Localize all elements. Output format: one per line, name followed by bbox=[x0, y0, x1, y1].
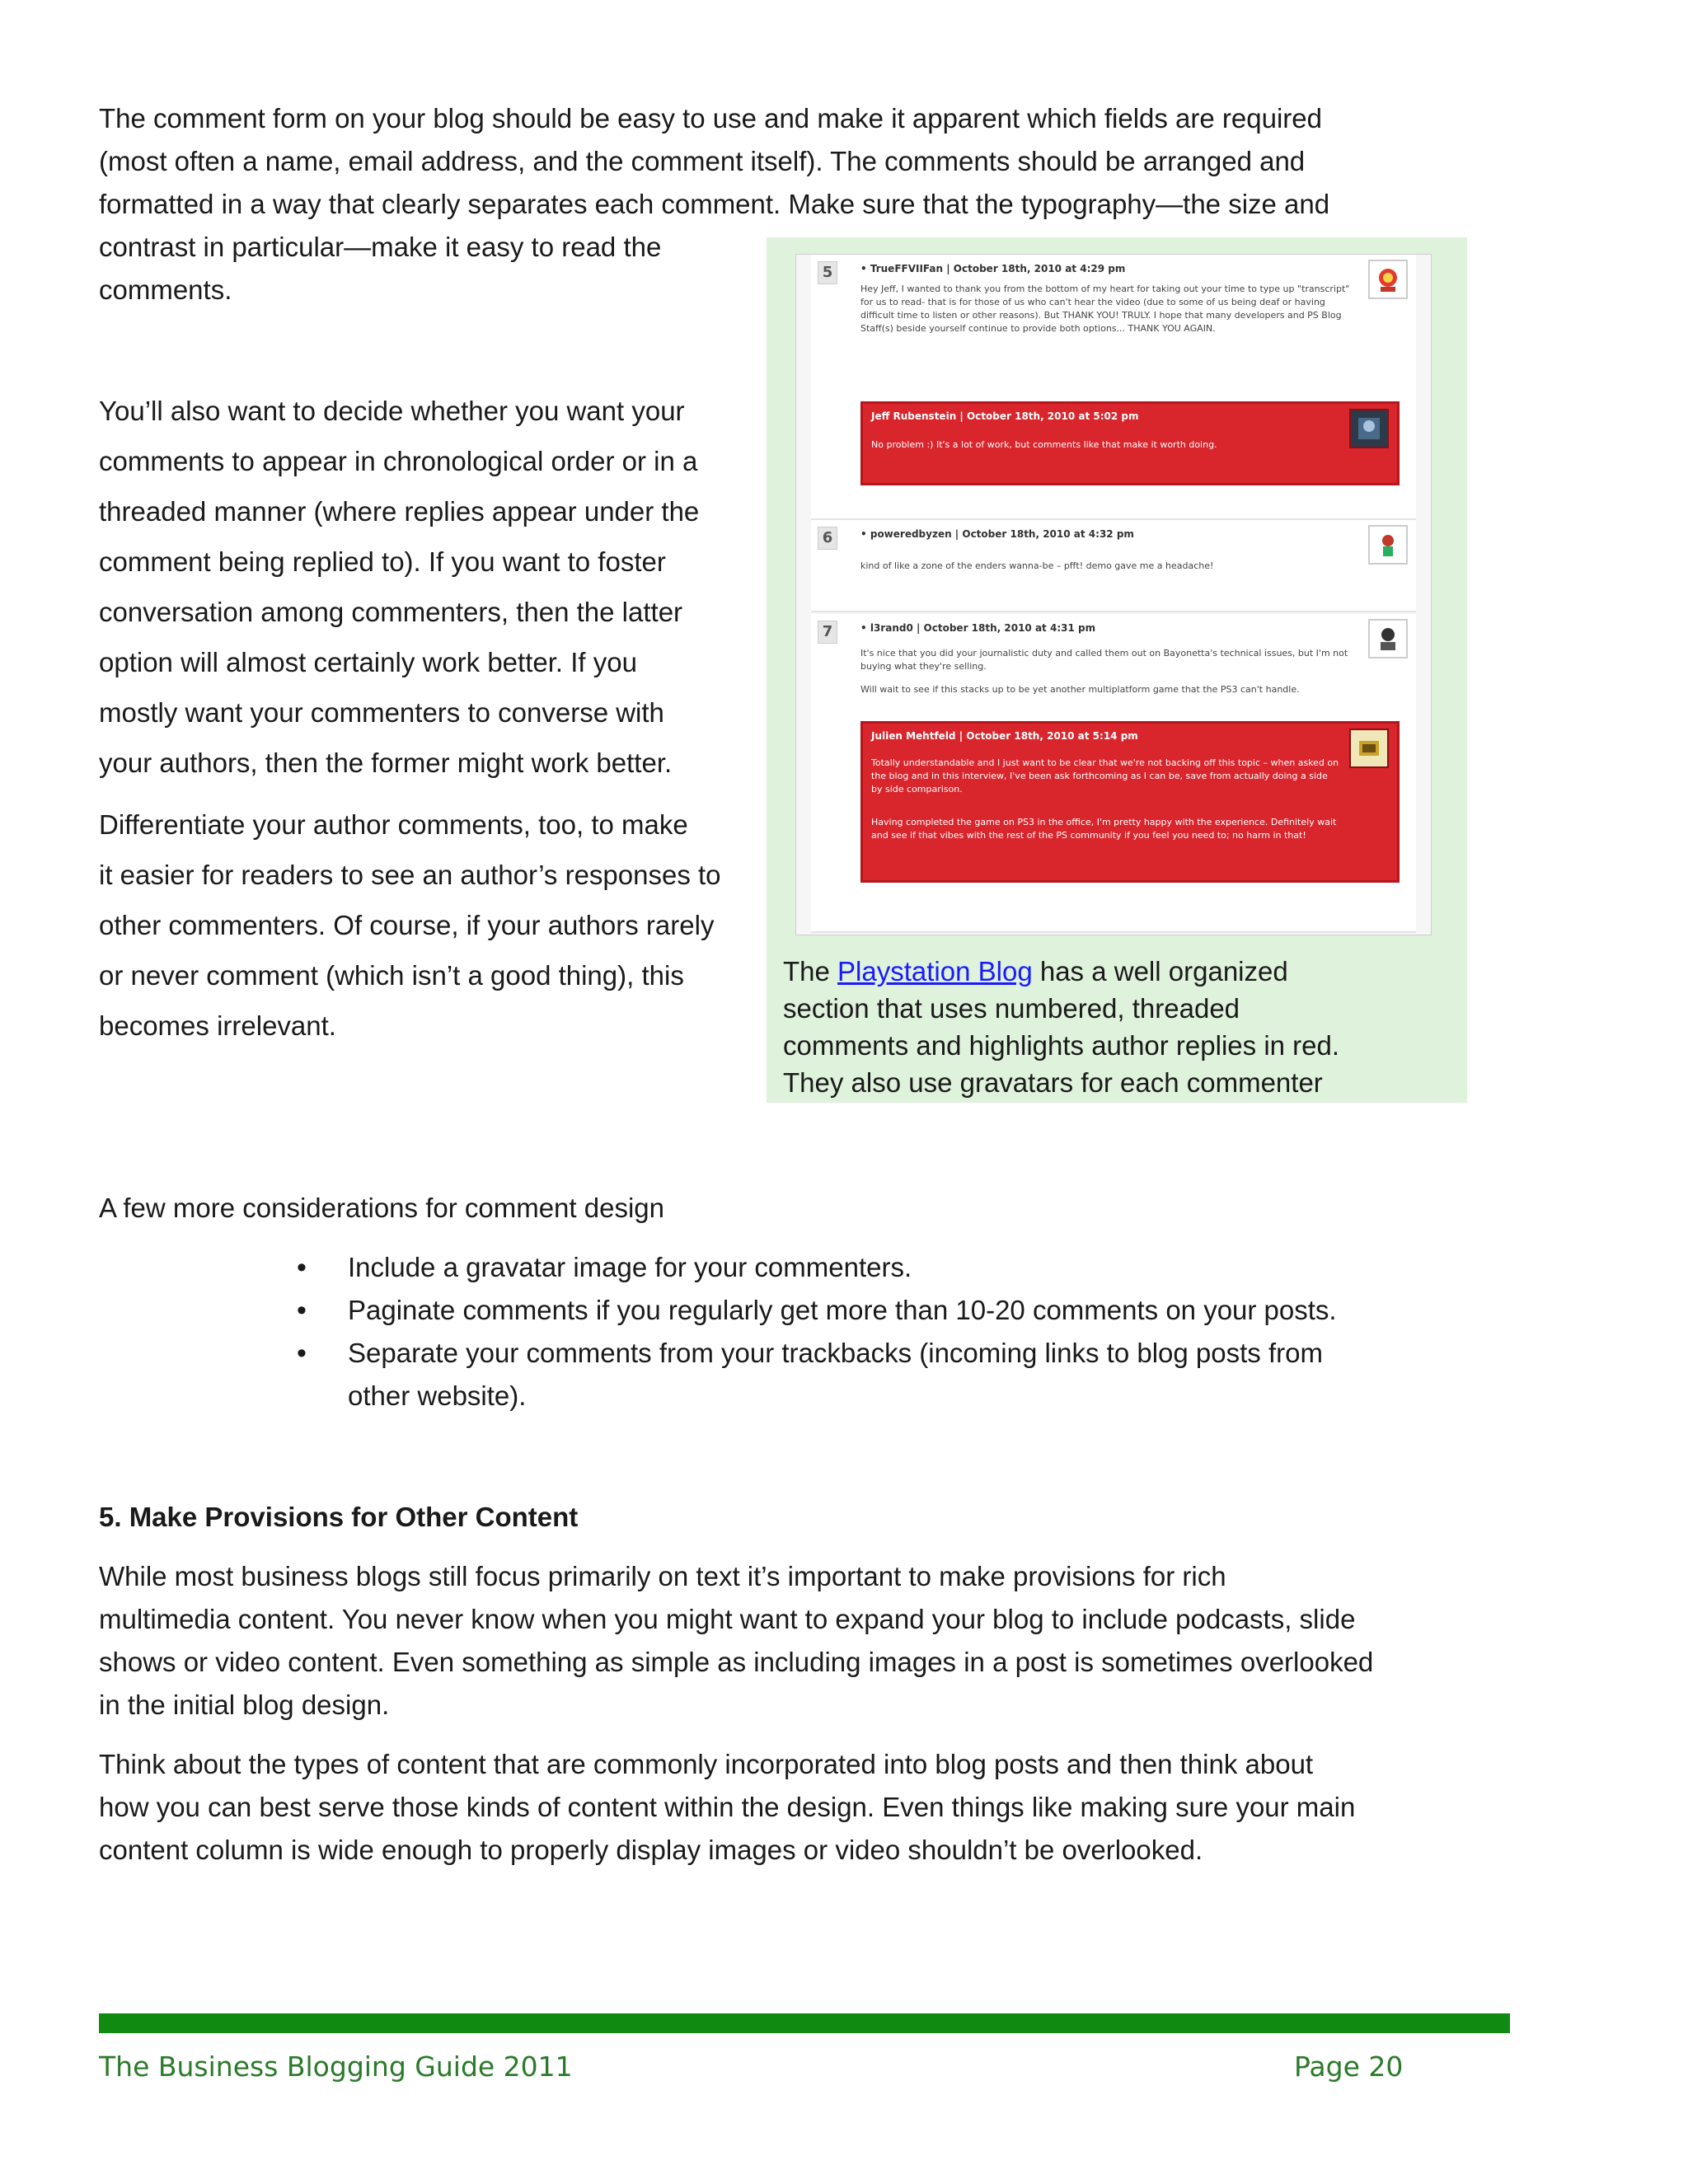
footer-divider bbox=[99, 2013, 1510, 2033]
text-line: multimedia content. You never know when you might want to expand your blog to include podcasts, slide bbox=[99, 1604, 1356, 1634]
comments-screenshot bbox=[795, 254, 1432, 935]
reply-meta: Jeff Rubenstein | October 18th, 2010 at 5:02 pm bbox=[871, 410, 1139, 422]
caption-prefix: The bbox=[783, 956, 838, 987]
footer-title: The Business Blogging Guide 2011 bbox=[99, 2050, 573, 2083]
gravatar-avatar-icon bbox=[1368, 619, 1408, 658]
caption-line-4: They also use gravatars for each commenter bbox=[783, 1067, 1323, 1098]
comment-meta: • poweredbyzen | October 18th, 2010 at 4:32 pm bbox=[860, 528, 1134, 540]
text-line: mostly want your commenters to converse with bbox=[99, 697, 664, 728]
intro-line-5: comments. bbox=[99, 274, 232, 305]
intro-line-2: (most often a name, email address, and the comment itself). The comments should be arranged and bbox=[99, 146, 1306, 176]
figure-box bbox=[767, 237, 1467, 1103]
text-line: comments to appear in chronological order or in a bbox=[99, 446, 698, 476]
text-line: threaded manner (where replies appear under the bbox=[99, 496, 700, 527]
text-line: You’ll also want to decide whether you want your bbox=[99, 396, 685, 426]
text-line: shows or video content. Even something as simple as including images in a post is sometimes overlooked bbox=[99, 1647, 1374, 1677]
intro-line-3: formatted in a way that clearly separates each comment. Make sure that the typography—the size and bbox=[99, 189, 1330, 219]
text-line: content column is wide enough to properly display images or video shouldn’t be overlooked. bbox=[99, 1835, 1203, 1865]
gravatar-avatar-icon bbox=[1368, 525, 1408, 565]
playstation-blog-link[interactable]: Playstation Blog bbox=[837, 956, 1033, 987]
reply-text: Totally understandable and I just want to be clear that we're not backing off this topic – when asked on the blog and in this interview, I've been ask forthcoming as I can be, save from actually doing a side by side comparison. bbox=[871, 757, 1339, 794]
list-item: • Paginate comments if you regularly get more than 10-20 comments on your posts. bbox=[297, 1289, 1500, 1332]
comment-number: 7 bbox=[818, 621, 837, 644]
intro-line-1: The comment form on your blog should be easy to use and make it apparent which fields are required bbox=[99, 103, 1322, 134]
section-heading: 5. Make Provisions for Other Content bbox=[99, 1502, 579, 1532]
text-line: it easier for readers to see an author’s responses to bbox=[99, 860, 721, 890]
section-paragraph-2 bbox=[99, 1743, 1517, 1872]
ordering-paragraph bbox=[99, 386, 750, 788]
text-line: Differentiate your author comments, too, to make bbox=[99, 809, 688, 840]
caption-line-2: section that uses numbered, threaded bbox=[783, 993, 1240, 1024]
list-item: • Include a gravatar image for your commenters. bbox=[297, 1246, 1500, 1289]
reply-meta: Julien Mehtfeld | October 18th, 2010 at 5:14 pm bbox=[871, 730, 1138, 742]
author-comments-paragraph bbox=[99, 799, 750, 1051]
figure-caption bbox=[783, 953, 1442, 1101]
intro-line-4: contrast in particular—make it easy to read the bbox=[99, 232, 662, 262]
comment-text: kind of like a zone of the enders wanna-be – pfft! demo gave me a headache! bbox=[860, 560, 1214, 571]
reply-text: No problem :) It's a lot of work, but comments like that make it worth doing. bbox=[871, 439, 1217, 450]
comment-text: It's nice that you did your journalistic duty and called them out on Bayonetta's technical issues, but I'm not buying what they're selling. bbox=[860, 648, 1348, 672]
text-line: your authors, then the former might work better. bbox=[99, 748, 673, 778]
comment-text: Will wait to see if this stacks up to be yet another multiplatform game that the PS3 can't handle. bbox=[860, 684, 1300, 695]
section-paragraph-1 bbox=[99, 1555, 1517, 1727]
comment-number: 5 bbox=[818, 261, 837, 284]
text-line: in the initial blog design. bbox=[99, 1690, 390, 1720]
comment-number: 6 bbox=[818, 527, 837, 550]
gravatar-avatar-icon bbox=[1368, 260, 1408, 299]
text-line: While most business blogs still focus primarily on text it’s important to make provisions for rich bbox=[99, 1561, 1226, 1591]
text-line: Think about the types of content that are commonly incorporated into blog posts and then think about bbox=[99, 1749, 1314, 1779]
considerations-section bbox=[99, 1187, 1500, 1418]
comment-7 bbox=[811, 614, 1416, 933]
comment-6 bbox=[811, 520, 1416, 612]
author-reply bbox=[860, 401, 1400, 485]
page-number: Page 20 bbox=[1294, 2050, 1404, 2083]
comment-meta: • TrueFFVIIFan | October 18th, 2010 at 4:29 pm bbox=[860, 263, 1126, 274]
text-line: other commenters. Of course, if your authors rarely bbox=[99, 910, 715, 940]
author-reply bbox=[860, 721, 1400, 883]
text-line: conversation among commenters, then the latter bbox=[99, 597, 683, 627]
caption-line-1 bbox=[783, 953, 1442, 990]
text-line: becomes irrelevant. bbox=[99, 1010, 336, 1041]
caption-line-3: comments and highlights author replies in red. bbox=[783, 1030, 1340, 1061]
considerations-heading: A few more considerations for comment design bbox=[99, 1193, 664, 1223]
reply-text: Having completed the game on PS3 in the office, I'm pretty happy with the experience. Definitely wait and see if that vibes with the rest of the PS community if you feel you need to; no harm in that! bbox=[871, 817, 1337, 841]
considerations-list bbox=[297, 1246, 1500, 1375]
comment-5 bbox=[811, 255, 1416, 520]
list-item-continuation: other website). bbox=[348, 1380, 527, 1411]
text-line: option will almost certainly work better. If you bbox=[99, 647, 637, 677]
text-line: how you can best serve those kinds of content within the design. Even things like making sure your main bbox=[99, 1792, 1356, 1822]
list-item: • Separate your comments from your trackbacks (incoming links to blog posts from bbox=[297, 1332, 1500, 1375]
caption-suffix: has a well organized bbox=[1032, 956, 1288, 987]
text-line: comment being replied to). If you want to foster bbox=[99, 546, 666, 577]
text-line: or never comment (which isn’t a good thing), this bbox=[99, 960, 684, 991]
gravatar-avatar-icon bbox=[1349, 729, 1389, 768]
section-5 bbox=[99, 1496, 1517, 1872]
comment-text: Hey Jeff, I wanted to thank you from the bottom of my heart for taking out your time to type up "transcript" for us to read- that is for those of us who can't hear the video (due to some of us being deaf or having difficult time to listen or other reasons). But THANK YOU! TRULY. I hope that many developers and PS Blog Staff(s) beside yourself continue to provide both options... THANK YOU AGAIN. bbox=[860, 284, 1350, 334]
comment-meta: • l3rand0 | October 18th, 2010 at 4:31 pm bbox=[860, 622, 1096, 634]
gravatar-avatar-icon bbox=[1349, 409, 1389, 448]
